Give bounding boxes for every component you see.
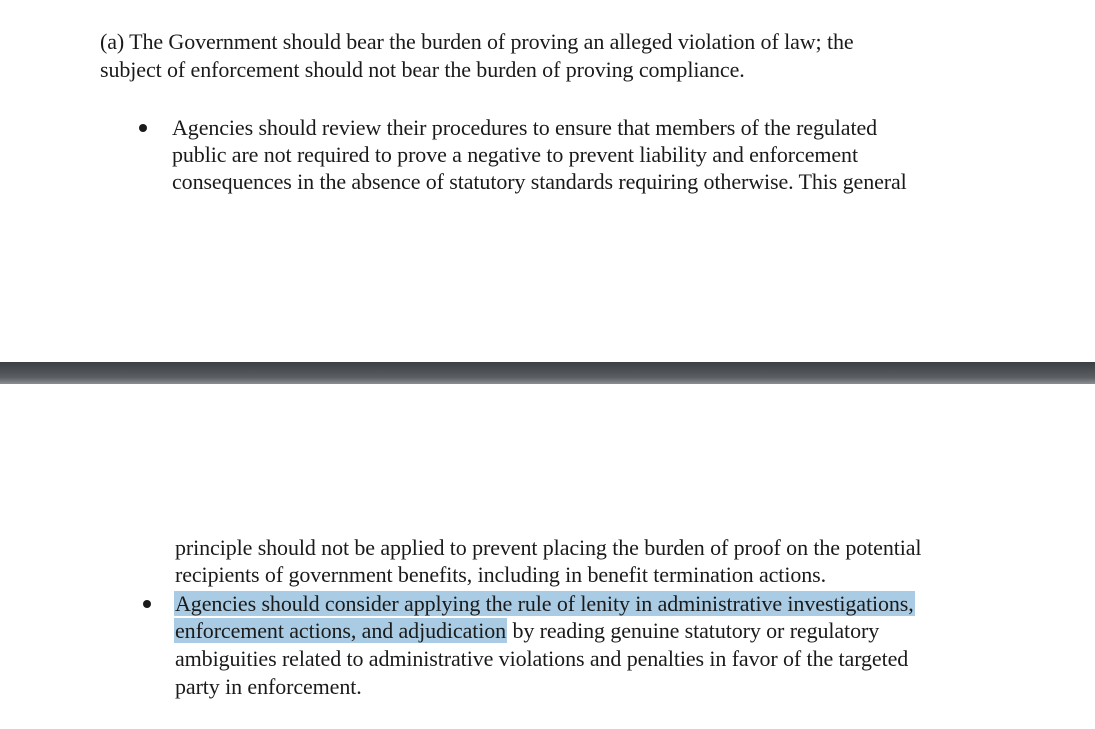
bullet-point-2 xyxy=(143,600,151,608)
highlighted-text-1[interactable]: Agencies should consider applying the rule of lenity in administrative investigations, xyxy=(175,591,914,616)
bullet-2-line-4: party in enforcement. xyxy=(175,674,362,699)
bullet-1-line-3: consequences in the absence of statutory standards requiring otherwise. This general xyxy=(172,169,907,194)
document-page-top xyxy=(0,0,1095,362)
section-a-line-2: subject of enforcement should not bear the burden of proving compliance. xyxy=(100,57,745,82)
section-a-line-1: (a) The Government should bear the burden of proving an alleged violation of law; the xyxy=(100,29,854,54)
continuation-line-2: recipients of government benefits, including in benefit termination actions. xyxy=(175,562,826,587)
bullet-point-1 xyxy=(139,124,147,132)
bullet-2-line-3: ambiguities related to administrative violations and penalties in favor of the targeted xyxy=(175,646,909,671)
bullet-1-line-1: Agencies should review their procedures to ensure that members of the regulated xyxy=(172,115,878,140)
highlighted-text-2[interactable]: enforcement actions, and adjudication xyxy=(175,618,507,643)
bullet-2-line-1[interactable] xyxy=(174,590,915,617)
bullet-2-line-2-rest: by reading genuine statutory or regulatory xyxy=(507,618,880,643)
continuation-line-1: principle should not be applied to prevent placing the burden of proof on the potential xyxy=(175,535,922,560)
document-page-bottom xyxy=(0,384,1095,729)
bullet-2-line-2[interactable] xyxy=(174,617,879,644)
page-break-separator xyxy=(0,362,1095,384)
bullet-1-line-2: public are not required to prove a negative to prevent liability and enforcement xyxy=(172,142,858,167)
